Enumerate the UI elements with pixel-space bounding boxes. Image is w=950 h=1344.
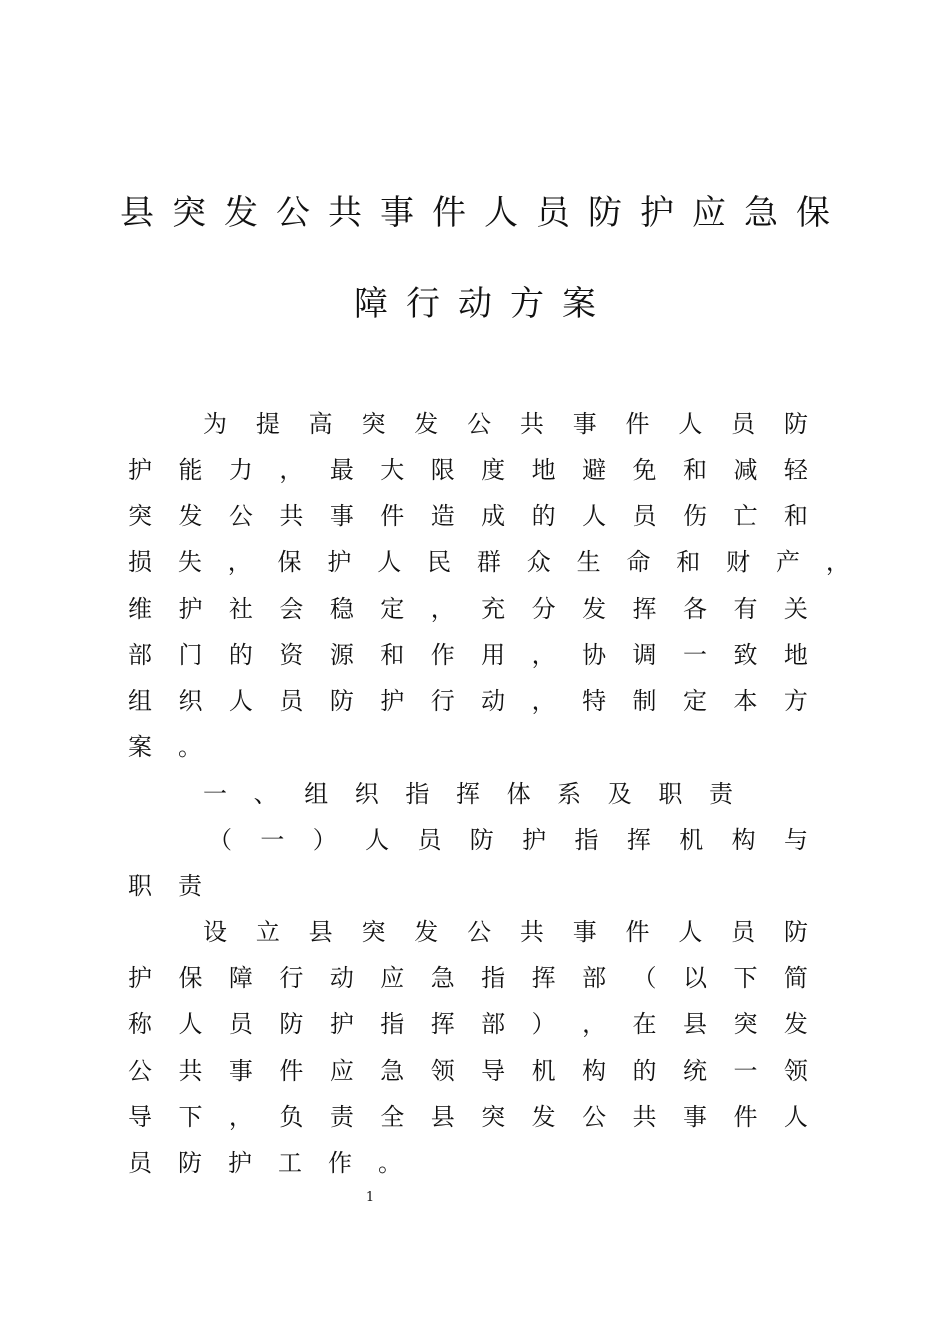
text-glyph: 发: [414, 918, 439, 946]
text-glyph: 制: [632, 687, 657, 715]
text-glyph: 、: [253, 780, 278, 808]
text-glyph: 共: [519, 918, 544, 946]
text-glyph: 作: [328, 1149, 352, 1177]
text-glyph: 门: [178, 641, 203, 669]
text-glyph: ，: [582, 1010, 607, 1038]
text-glyph: 指: [574, 826, 599, 854]
text-glyph: 称: [128, 1010, 152, 1038]
text-glyph: 发: [582, 595, 607, 623]
text-glyph: 防: [783, 918, 808, 946]
text-glyph: 大: [380, 456, 405, 484]
text-glyph: 避: [582, 456, 607, 484]
text-glyph: 挥: [430, 1010, 455, 1038]
text-glyph: 县: [308, 918, 333, 946]
text-glyph: 指: [481, 964, 506, 992]
text-glyph: 指: [405, 780, 430, 808]
text-glyph: 件: [625, 918, 650, 946]
text-glyph: 伤: [682, 502, 707, 530]
intro-paragraph-line: [128, 586, 808, 632]
text-glyph: 发: [783, 1010, 808, 1038]
text-glyph: 调: [632, 641, 657, 669]
text-glyph: 人: [178, 1010, 203, 1038]
text-glyph: 共: [519, 410, 544, 438]
text-glyph: 挥: [531, 964, 556, 992]
text-glyph: 构: [582, 1057, 607, 1085]
text-glyph: 在: [632, 1010, 657, 1038]
text-glyph: 突: [481, 1103, 506, 1131]
text-glyph: 责: [178, 872, 202, 900]
text-glyph: 障: [228, 964, 253, 992]
text-glyph: 和: [676, 548, 701, 576]
body-paragraph-line: [128, 1048, 808, 1094]
text-glyph: 简: [783, 964, 808, 992]
text-glyph: 县: [430, 1103, 455, 1131]
text-glyph: 作: [430, 641, 455, 669]
text-glyph: 民: [427, 548, 452, 576]
text-glyph: 员: [417, 826, 442, 854]
text-glyph: 统: [682, 1057, 707, 1085]
text-glyph: 员: [128, 1149, 152, 1177]
text-glyph: 分: [531, 595, 556, 623]
text-glyph: 事: [572, 918, 597, 946]
text-glyph: 地: [531, 456, 556, 484]
text-glyph: ，: [825, 548, 850, 576]
text-glyph: 的: [228, 641, 253, 669]
intro-paragraph-line: [128, 632, 808, 678]
text-glyph: 织: [354, 780, 379, 808]
text-glyph: 用: [481, 641, 506, 669]
document-title-line-1: 县突发公共事件人员防护应急保: [120, 193, 848, 233]
text-glyph: 人: [377, 548, 402, 576]
text-glyph: 损: [128, 548, 152, 576]
text-glyph: 公: [467, 410, 492, 438]
text-glyph: 人: [365, 826, 390, 854]
text-glyph: 减: [733, 456, 758, 484]
text-glyph: 责: [708, 780, 733, 808]
text-glyph: 公: [582, 1103, 607, 1131]
intro-paragraph-line: [128, 678, 808, 724]
text-glyph: 事: [682, 1103, 707, 1131]
text-glyph: 定: [682, 687, 707, 715]
text-glyph: 护: [228, 1149, 252, 1177]
text-glyph: 维: [128, 595, 152, 623]
text-glyph: ，: [228, 1103, 253, 1131]
text-glyph: 公: [228, 502, 253, 530]
text-glyph: 急: [430, 964, 455, 992]
text-glyph: 件: [625, 410, 650, 438]
text-glyph: 挥: [632, 595, 657, 623]
text-glyph: 一: [733, 1057, 758, 1085]
text-glyph: 轻: [783, 456, 808, 484]
text-glyph: 造: [430, 502, 455, 530]
text-glyph: 护: [128, 964, 152, 992]
text-glyph: 部: [481, 1010, 506, 1038]
text-glyph: 急: [380, 1057, 405, 1085]
text-glyph: 协: [582, 641, 607, 669]
text-glyph: 方: [783, 687, 808, 715]
text-glyph: 防: [469, 826, 494, 854]
text-glyph: 亡: [733, 502, 758, 530]
page-number: 1: [365, 1190, 375, 1205]
text-glyph: 县: [682, 1010, 707, 1038]
text-glyph: 充: [481, 595, 506, 623]
text-glyph: 事: [228, 1057, 253, 1085]
text-glyph: 件: [733, 1103, 758, 1131]
text-glyph: 工: [278, 1149, 302, 1177]
text-glyph: ）: [531, 1010, 556, 1038]
text-glyph: 限: [430, 456, 455, 484]
text-glyph: 组: [304, 780, 329, 808]
text-glyph: 立: [255, 918, 280, 946]
intro-paragraph-line: [128, 724, 808, 770]
text-glyph: 财: [726, 548, 751, 576]
text-glyph: 动: [329, 964, 354, 992]
text-glyph: 力: [228, 456, 253, 484]
text-glyph: 护: [178, 595, 203, 623]
text-glyph: 人: [678, 918, 703, 946]
text-glyph: 地: [783, 641, 808, 669]
text-glyph: 众: [526, 548, 551, 576]
text-glyph: 件: [279, 1057, 304, 1085]
text-glyph: 防: [329, 687, 354, 715]
text-glyph: 挥: [626, 826, 651, 854]
text-glyph: 成: [481, 502, 506, 530]
text-glyph: 指: [380, 1010, 405, 1038]
text-glyph: 人: [228, 687, 253, 715]
text-glyph: 领: [783, 1057, 808, 1085]
text-glyph: 行: [279, 964, 304, 992]
text-glyph: 应: [380, 964, 405, 992]
text-glyph: 发: [178, 502, 203, 530]
text-glyph: 一: [260, 826, 285, 854]
text-glyph: 下: [178, 1103, 203, 1131]
text-glyph: ）: [312, 826, 337, 854]
text-glyph: 挥: [455, 780, 480, 808]
text-glyph: ，: [531, 641, 556, 669]
text-glyph: 应: [329, 1057, 354, 1085]
text-glyph: 群: [476, 548, 501, 576]
text-glyph: 发: [414, 410, 439, 438]
text-glyph: 为: [203, 410, 227, 438]
text-glyph: ，: [227, 548, 252, 576]
subsection-heading-line: [128, 863, 808, 909]
text-glyph: 资: [279, 641, 304, 669]
text-glyph: 的: [632, 1057, 657, 1085]
text-glyph: 部: [128, 641, 152, 669]
text-glyph: 稳: [329, 595, 354, 623]
text-glyph: 行: [430, 687, 455, 715]
text-glyph: 生: [576, 548, 601, 576]
text-glyph: 突: [128, 502, 152, 530]
text-glyph: 一: [682, 641, 707, 669]
subsection-heading-line: [208, 817, 808, 863]
text-glyph: 护: [380, 687, 405, 715]
text-glyph: 有: [733, 595, 758, 623]
text-glyph: 免: [632, 456, 657, 484]
intro-paragraph-line: [203, 401, 808, 447]
text-glyph: 会: [279, 595, 304, 623]
text-glyph: 护: [128, 456, 152, 484]
text-glyph: （: [208, 826, 232, 854]
text-glyph: 设: [203, 918, 227, 946]
text-glyph: 员: [731, 410, 756, 438]
text-glyph: 防: [783, 410, 808, 438]
text-glyph: 各: [682, 595, 707, 623]
text-glyph: 与: [783, 826, 808, 854]
text-glyph: 机: [679, 826, 704, 854]
text-glyph: ，: [279, 456, 304, 484]
text-glyph: 一: [203, 780, 227, 808]
body-paragraph-line: [203, 909, 808, 955]
text-glyph: ，: [430, 595, 455, 623]
text-glyph: 职: [658, 780, 683, 808]
text-glyph: 件: [380, 502, 405, 530]
text-glyph: 部: [582, 964, 607, 992]
text-glyph: 人: [678, 410, 703, 438]
text-glyph: （: [632, 964, 657, 992]
text-glyph: 公: [128, 1057, 152, 1085]
text-glyph: 致: [733, 641, 758, 669]
text-glyph: 构: [731, 826, 756, 854]
text-glyph: 的: [531, 502, 556, 530]
text-glyph: 能: [178, 456, 203, 484]
text-glyph: 命: [626, 548, 651, 576]
text-glyph: 发: [531, 1103, 556, 1131]
text-glyph: 本: [733, 687, 758, 715]
text-glyph: 下: [733, 964, 758, 992]
text-glyph: 产: [775, 548, 800, 576]
text-glyph: 动: [481, 687, 506, 715]
text-glyph: 责: [329, 1103, 354, 1131]
text-glyph: 。: [178, 733, 202, 761]
text-glyph: 突: [361, 918, 386, 946]
text-glyph: 人: [582, 502, 607, 530]
text-glyph: 高: [308, 410, 333, 438]
text-glyph: 员: [632, 502, 657, 530]
text-glyph: 。: [378, 1149, 402, 1177]
text-glyph: 员: [731, 918, 756, 946]
text-glyph: 提: [255, 410, 280, 438]
body-paragraph-line: [128, 1094, 808, 1140]
text-glyph: 突: [361, 410, 386, 438]
intro-paragraph-line: [128, 447, 808, 493]
text-glyph: 共: [178, 1057, 203, 1085]
text-glyph: 组: [128, 687, 152, 715]
text-glyph: 事: [572, 410, 597, 438]
text-glyph: 源: [329, 641, 354, 669]
text-glyph: 机: [531, 1057, 556, 1085]
text-glyph: 领: [430, 1057, 455, 1085]
text-glyph: 特: [582, 687, 607, 715]
intro-paragraph-line: [128, 539, 850, 585]
text-glyph: 公: [467, 918, 492, 946]
text-glyph: 及: [607, 780, 632, 808]
text-glyph: 以: [682, 964, 707, 992]
text-glyph: 共: [632, 1103, 657, 1131]
text-glyph: 负: [279, 1103, 304, 1131]
text-glyph: 和: [682, 456, 707, 484]
text-glyph: 全: [380, 1103, 405, 1131]
body-paragraph-line: [128, 1140, 808, 1186]
text-glyph: 保: [178, 964, 203, 992]
text-glyph: 保: [277, 548, 302, 576]
text-glyph: 导: [481, 1057, 506, 1085]
text-glyph: 系: [557, 780, 582, 808]
text-glyph: 员: [228, 1010, 253, 1038]
text-glyph: 职: [128, 872, 152, 900]
text-glyph: 防: [178, 1149, 202, 1177]
text-glyph: 防: [279, 1010, 304, 1038]
text-glyph: 织: [178, 687, 203, 715]
intro-paragraph-line: [128, 493, 808, 539]
text-glyph: 导: [128, 1103, 152, 1131]
text-glyph: 护: [327, 548, 352, 576]
text-glyph: 度: [481, 456, 506, 484]
text-glyph: 突: [733, 1010, 758, 1038]
text-glyph: 员: [279, 687, 304, 715]
text-glyph: 和: [783, 502, 808, 530]
text-glyph: 案: [128, 733, 152, 761]
section-heading: [203, 771, 733, 817]
text-glyph: 护: [522, 826, 547, 854]
text-glyph: 护: [329, 1010, 354, 1038]
text-glyph: 和: [380, 641, 405, 669]
text-glyph: 社: [228, 595, 253, 623]
body-paragraph-line: [128, 1001, 808, 1047]
text-glyph: 失: [177, 548, 202, 576]
body-paragraph-line: [128, 955, 808, 1001]
text-glyph: 事: [329, 502, 354, 530]
text-glyph: 最: [329, 456, 354, 484]
text-glyph: 人: [783, 1103, 808, 1131]
text-glyph: ，: [531, 687, 556, 715]
text-glyph: 体: [506, 780, 531, 808]
text-glyph: 共: [279, 502, 304, 530]
text-glyph: 定: [380, 595, 405, 623]
document-title-line-2: 障行动方案: [354, 284, 614, 324]
text-glyph: 关: [783, 595, 808, 623]
